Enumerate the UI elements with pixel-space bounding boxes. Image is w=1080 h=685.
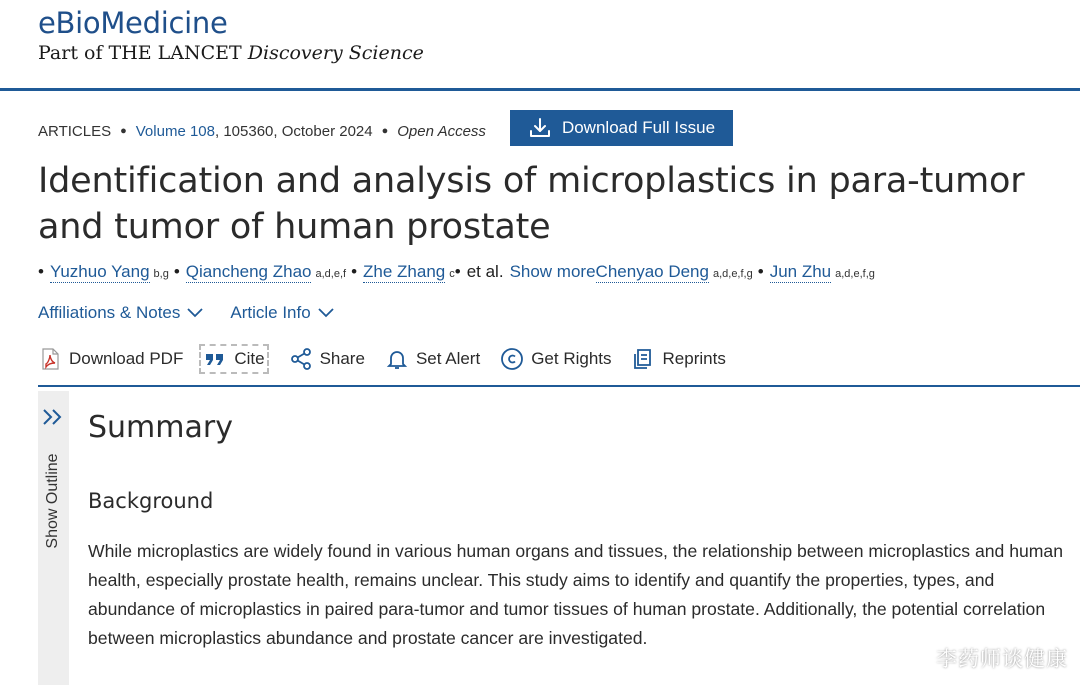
- download-pdf-button[interactable]: [38, 344, 183, 374]
- author-link[interactable]: Jun Zhu: [769, 262, 832, 281]
- author-link[interactable]: Qiancheng Zhao: [185, 262, 312, 281]
- show-more-authors-link[interactable]: Show more: [509, 262, 596, 281]
- get-rights-button[interactable]: [500, 344, 611, 374]
- reprints-button[interactable]: [632, 344, 726, 374]
- reprints-label: Reprints: [662, 349, 726, 368]
- volume-link[interactable]: Volume 108: [135, 122, 215, 140]
- double-chevron-right-icon: [41, 408, 65, 426]
- affiliations-notes-toggle[interactable]: [38, 303, 204, 323]
- copyright-icon: [500, 347, 524, 371]
- show-outline-label[interactable]: Show Outline: [44, 453, 61, 549]
- set-alert-button[interactable]: [385, 344, 480, 374]
- download-full-issue-label: Download Full Issue: [561, 118, 716, 137]
- background-paragraph: While microplastics are widely found in various human organs and tissues, the relationship between microplastics and human health, especially prostate health, remains unclear. This study aims to identify and quantify the properties, types, and abundance of microplastics in paired para-tumor and tumor tissues of human prostate. Additionally, the potential correlation between microplastics abundance and prostate cancer are investigated.: [88, 541, 1063, 648]
- set-alert-label: Set Alert: [415, 349, 481, 368]
- journal-subtitle-prefix: Part of THE LANCET: [38, 42, 242, 64]
- author-bullet: •: [757, 262, 764, 281]
- author-link[interactable]: Chenyao Deng: [595, 262, 709, 281]
- meta-separator: ●: [381, 125, 389, 137]
- article-number: , 105360, October 2024: [214, 122, 373, 140]
- reprints-icon: [632, 347, 656, 371]
- article-info-row: [38, 303, 335, 323]
- share-icon: [289, 347, 313, 371]
- meta-separator: ●: [120, 125, 127, 137]
- author-affiliation[interactable]: c: [449, 268, 455, 280]
- article-toolbar: [38, 344, 746, 374]
- author-link[interactable]: Zhe Zhang: [363, 262, 446, 281]
- summary-heading: Summary: [88, 410, 233, 445]
- author-affiliation[interactable]: a,d,e,f,g: [712, 268, 753, 280]
- article-meta: [38, 120, 486, 142]
- bell-icon: [385, 347, 409, 371]
- author-bullet: •: [454, 262, 461, 281]
- article-info-toggle[interactable]: [230, 303, 334, 323]
- author-affiliation[interactable]: a,d,e,f,g: [835, 268, 875, 280]
- chevron-down-icon: [317, 307, 335, 319]
- author-list: [38, 262, 875, 283]
- background-heading: Background: [88, 489, 214, 513]
- journal-header[interactable]: [38, 6, 424, 64]
- chevron-down-icon: [186, 307, 204, 319]
- header-divider: [0, 88, 1080, 91]
- download-full-issue-button[interactable]: [510, 110, 733, 146]
- journal-subtitle: [38, 42, 424, 64]
- watermark-text: 李药师谈健康: [936, 647, 1068, 671]
- author-link[interactable]: Yuzhuo Yang: [49, 262, 150, 281]
- download-pdf-label: Download PDF: [69, 349, 184, 368]
- pdf-icon: [38, 347, 62, 371]
- journal-subtitle-italic: Discovery Science: [247, 42, 424, 64]
- author-bullet: •: [173, 262, 180, 281]
- author-affiliation[interactable]: b,g: [153, 268, 169, 280]
- author-bullet: •: [351, 262, 358, 281]
- journal-name[interactable]: eBioMedicine: [38, 6, 228, 40]
- quote-icon: [203, 347, 227, 371]
- author-affiliation[interactable]: a,d,e,f: [315, 268, 347, 280]
- share-label: Share: [319, 349, 365, 368]
- affiliations-notes-label: Affiliations & Notes: [38, 303, 181, 322]
- article-type: ARTICLES: [38, 122, 112, 140]
- open-access-label: Open Access: [397, 122, 486, 140]
- author-bullet: •: [38, 262, 44, 281]
- download-icon: [528, 116, 552, 140]
- article-title: Identification and analysis of microplastics in para-tumor and tumor of human prostate: [38, 161, 1025, 247]
- get-rights-label: Get Rights: [531, 349, 612, 368]
- cite-label: Cite: [234, 349, 265, 368]
- share-button[interactable]: [289, 344, 365, 374]
- article-info-label: Article Info: [230, 303, 311, 322]
- et-al-text: et al.: [466, 262, 504, 281]
- toolbar-divider: [38, 385, 1080, 387]
- cite-button[interactable]: [199, 344, 268, 374]
